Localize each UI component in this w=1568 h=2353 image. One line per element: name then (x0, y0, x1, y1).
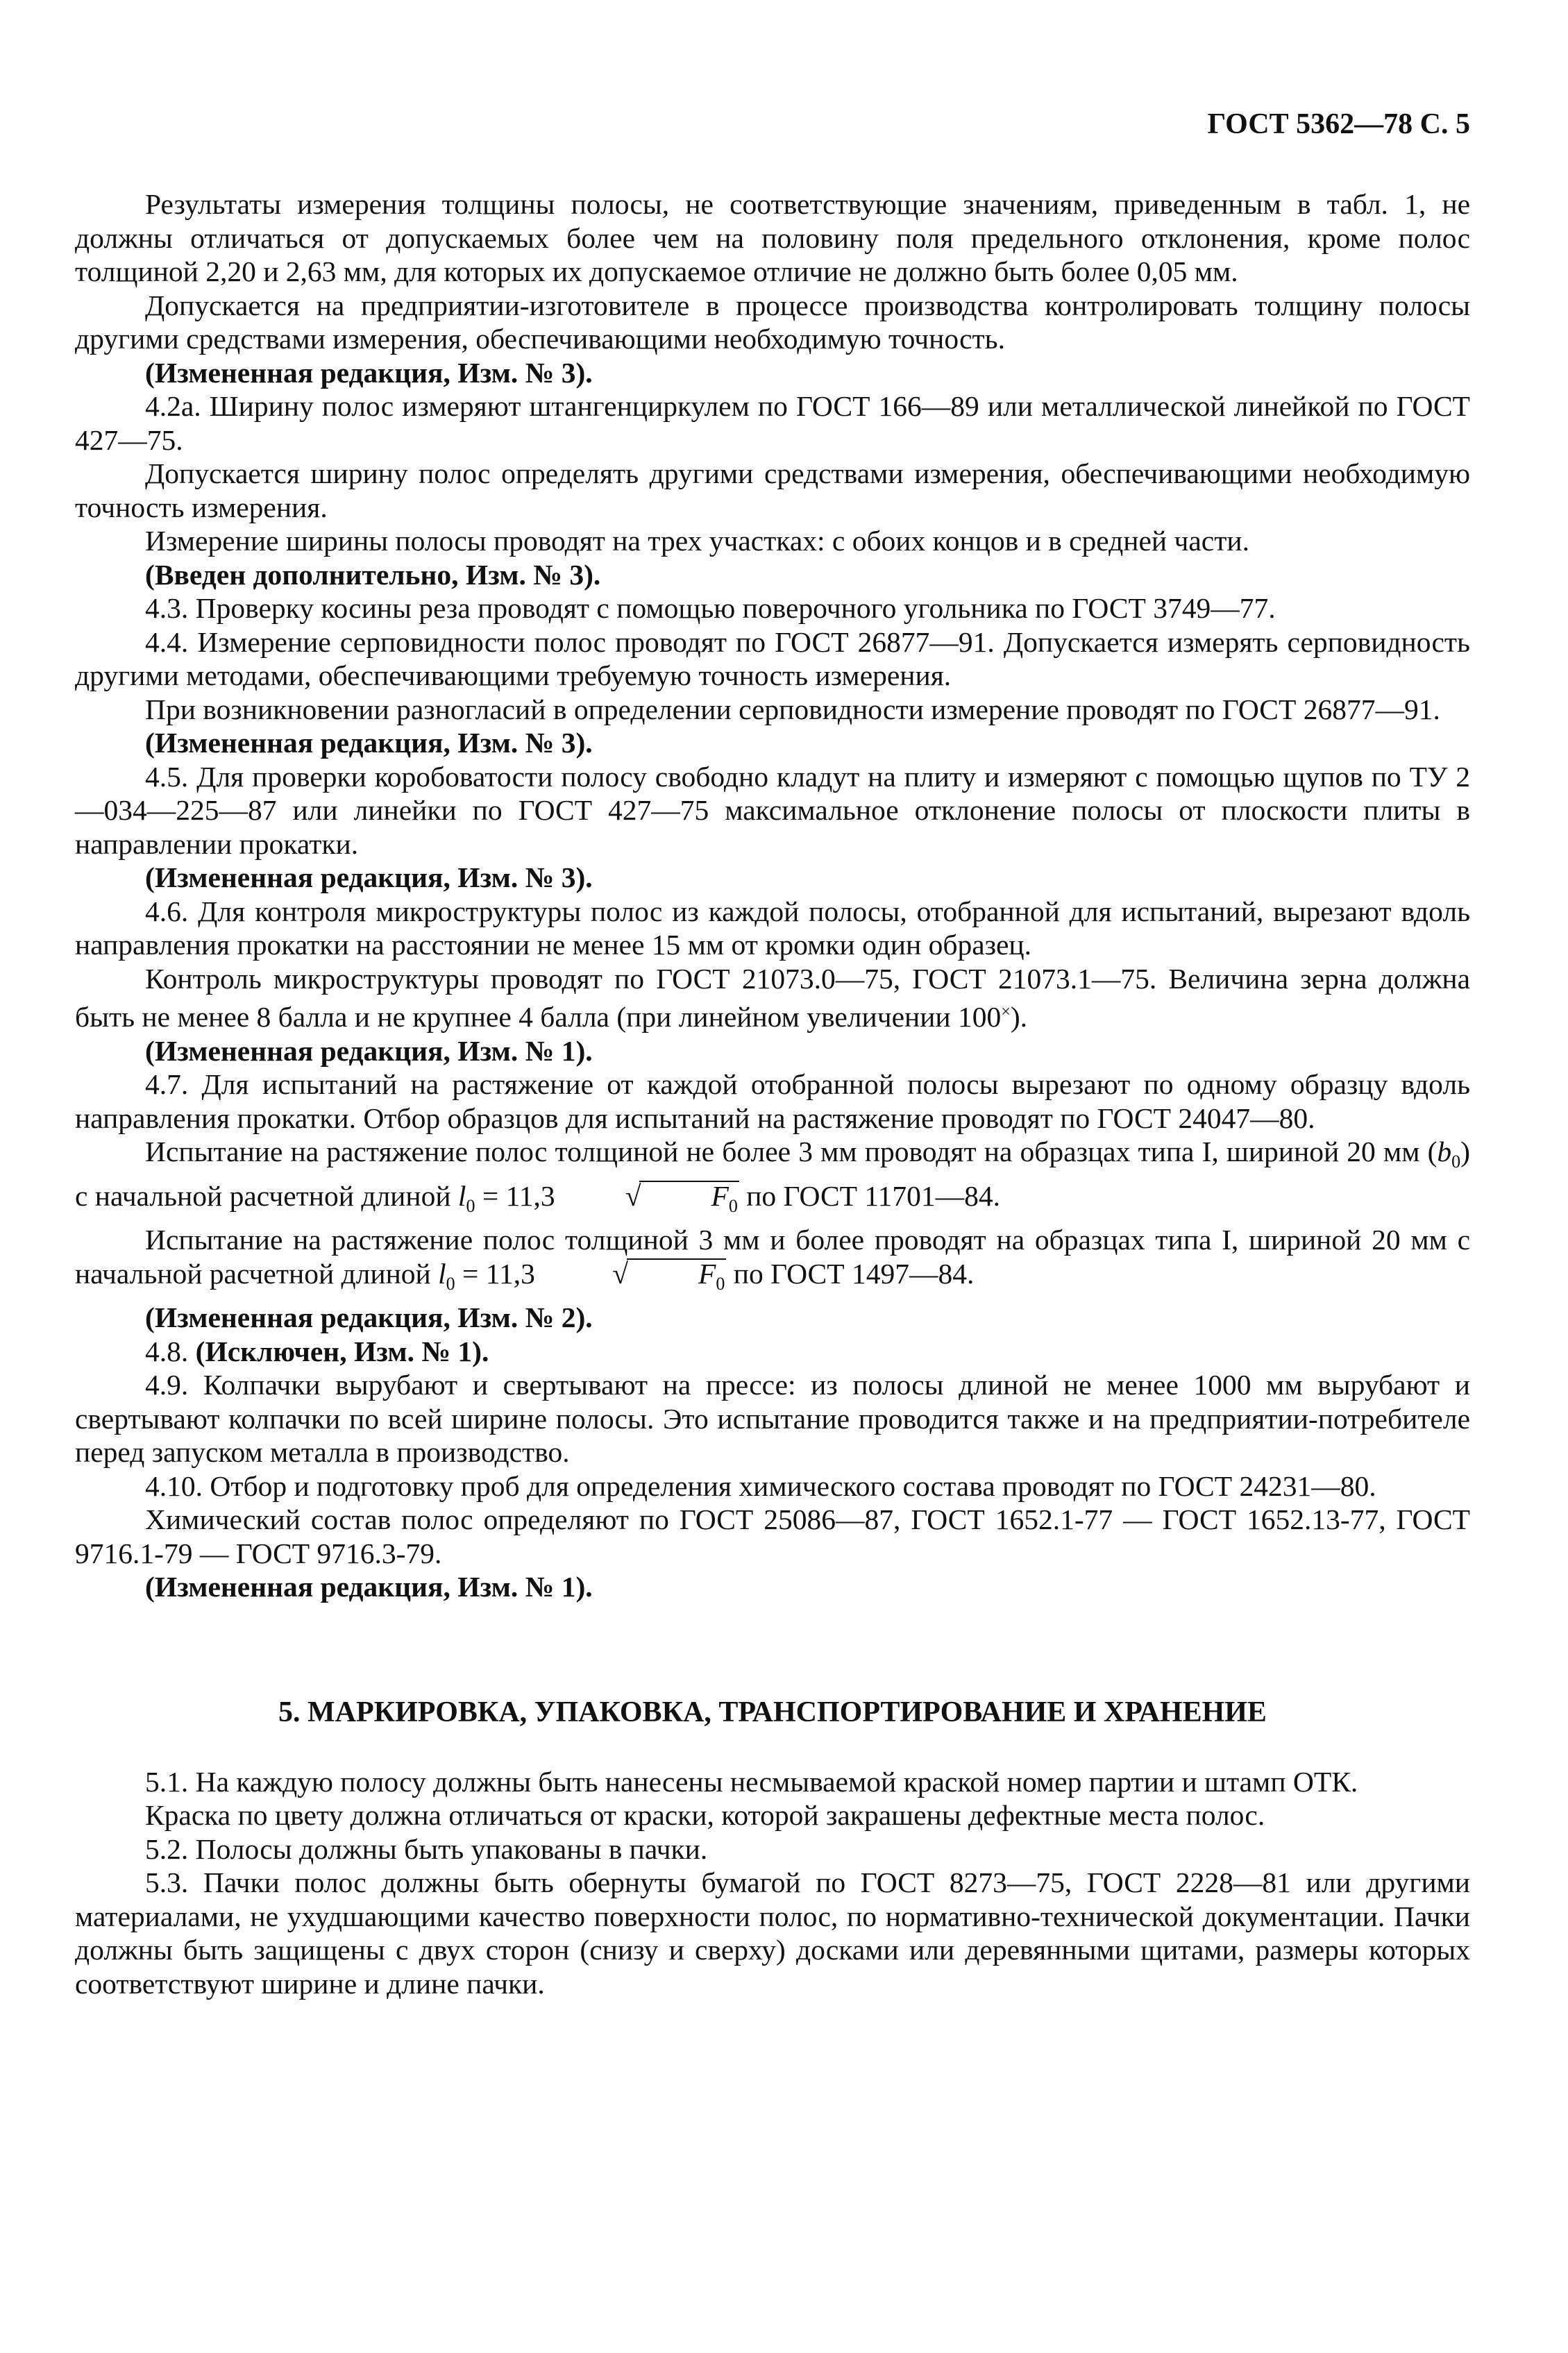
paragraph: При возникновении разногласий в определении серповидности измерение проводят по ГОСТ 26877—91. (145, 693, 1440, 725)
formula-var: b (1437, 1136, 1452, 1167)
clause-4-3: 4.3. Проверку косины реза проводят с помощью поверочного угольника по ГОСТ 3749—77. (145, 592, 1276, 624)
superscript: × (1001, 1003, 1011, 1021)
paragraph-microstructure (75, 962, 1470, 1034)
formula (457, 1179, 739, 1216)
document-body (75, 187, 1470, 2000)
paragraph: Химический состав полос определяют по ГОСТ 25086—87, ГОСТ 1652.1-77 — ГОСТ 1652.13-77, ГОСТ 9716.1-79 — ГОСТ 9716.3-79. (75, 1503, 1470, 1569)
text-segment: Испытание на растяжение полос толщиной 3 мм и более проводят на образцах типа I, шириной 20 мм с начальной расчетной длиной (75, 1224, 1470, 1290)
clause-4-6: 4.6. Для контроля микроструктуры полос из каждой полосы, отобранной для испытаний, вырезают вдоль направления прокатки на расстоянии не менее 15 мм от кромки один образец. (75, 895, 1470, 961)
paragraph-tensile-thin (75, 1135, 1470, 1223)
clause-4-4: 4.4. Измерение серповидности полос проводят по ГОСТ 26877—91. Допускается измерять серповидность другими методами, обеспечивающими требуемую точность измерения. (75, 625, 1470, 691)
revision-note: (Измененная редакция, Изм. № 2). (145, 1301, 593, 1333)
clause-4-10: 4.10. Отбор и подготовку проб для определения химического состава проводят по ГОСТ 24231—80. (145, 1469, 1376, 1502)
formula-subscript: 0 (1451, 1152, 1461, 1172)
text-segment: Испытание на растяжение полос толщиной не более 3 мм проводят на образцах типа I, шириной 20 мм ( (145, 1136, 1438, 1167)
clause-number: 4.8. (145, 1335, 196, 1367)
clause-5-1: 5.1. На каждую полосу должны быть нанесены несмываемой краской номер партии и штамп ОТК. (145, 1765, 1358, 1798)
paragraph: Краска по цвету должна отличаться от краски, которой закрашены дефектные места полос. (145, 1799, 1265, 1831)
clause-4-2a: 4.2а. Ширину полос измеряют штангенциркулем по ГОСТ 166—89 или металлической линейкой по ГОСТ 427—75. (75, 390, 1470, 456)
formula-subscript: 0 (446, 1273, 455, 1294)
formula-eq: = 11,3 (475, 1179, 555, 1212)
clause-5-2: 5.2. Полосы должны быть упакованы в пачки. (145, 1832, 708, 1865)
sqrt-icon: √ $F_0$ (612, 1257, 725, 1294)
formula-var: l (457, 1179, 466, 1212)
formula-subscript: 0 (466, 1195, 475, 1216)
revision-note: (Измененная редакция, Изм. № 3). (145, 356, 593, 389)
clause-4-8 (75, 1335, 1470, 1369)
page-header: ГОСТ 5362—78 С. 5 (1207, 108, 1470, 140)
revision-note: (Исключен, Изм. № 1). (195, 1335, 489, 1367)
clause-4-7: 4.7. Для испытаний на растяжение от каждой отобранной полосы вырезают по одному образцу вдоль направления прокатки. Отбор образцов для испытаний на растяжение проводят по ГОСТ 24047—80. (75, 1068, 1470, 1134)
paragraph: Допускается на предприятии-изготовителе в процессе производства контролировать толщину полосы другими средствами измерения, обеспечивающими необходимую точность. (75, 289, 1470, 355)
revision-note: (Введен дополнительно, Изм. № 3). (145, 558, 601, 591)
formula-eq: = 11,3 (455, 1257, 543, 1290)
formula-var: F (711, 1179, 729, 1212)
formula-subscript: 0 (716, 1273, 725, 1294)
revision-note: (Измененная редакция, Изм. № 1). (145, 1034, 593, 1067)
clause-5-3: 5.3. Пачки полос должны быть обернуты бумагой по ГОСТ 8273—75, ГОСТ 2228—81 или другими материалами, не ухудшающими качество поверхности полос, по нормативно-технической документации. Пачки должны быть защищены с двух сторон (снизу и сверху) досками или деревянными щитами, размеры которых соответствуют ширине и длине пачки. (75, 1866, 1470, 2000)
sqrt-icon: √ $F_0$ (625, 1179, 738, 1216)
clause-4-9: 4.9. Колпачки вырубают и свертывают на прессе: из полосы длиной не менее 1000 мм вырубают и свертывают колпачки по всей ширине полосы. Это испытание проводится также и на предприятии-потребителе перед запуском металла в производство. (75, 1369, 1470, 1468)
revision-note: (Измененная редакция, Изм. № 1). (145, 1571, 593, 1603)
clause-4-5: 4.5. Для проверки коробоватости полосу свободно кладут на плиту и измеряют с помощью щупов по ТУ 2—034—225—87 или линейки по ГОСТ 427—75 максимальное отклонение полосы от плоскости плиты в направлении прокатки. (75, 760, 1470, 860)
formula (438, 1257, 726, 1294)
paragraph: Допускается ширину полос определять другими средствами измерения, обеспечивающими необходимую точность измерения. (75, 457, 1470, 523)
paragraph: Измерение ширины полосы проводят на трех участках: с обоих концов и в средней части. (145, 525, 1249, 557)
revision-note: (Измененная редакция, Изм. № 3). (145, 861, 593, 893)
text-segment: Контроль микроструктуры проводят по ГОСТ 21073.0—75, ГОСТ 21073.1—75. Величина зерна должна быть не менее 8 балла и не крупнее 4 балла (при линейном увеличении 100 (75, 962, 1470, 1033)
formula-var: F (698, 1257, 716, 1290)
paragraph-tensile-thick (75, 1223, 1470, 1301)
text-segment: по ГОСТ 1497—84. (726, 1257, 975, 1290)
formula-var: l (438, 1257, 446, 1290)
text-segment: по ГОСТ 11701—84. (739, 1179, 1000, 1212)
text-segment: ). (1010, 1001, 1028, 1033)
revision-note: (Измененная редакция, Изм. № 3). (145, 727, 593, 759)
formula-subscript: 0 (728, 1195, 738, 1216)
text-segment: ) с начальной расчетной длиной (75, 1136, 1470, 1212)
paragraph: Результаты измерения толщины полосы, не соответствующие значениям, приведенным в табл. 1, не должны отличаться от допускаемых более чем на половину поля предельного отклонения, кроме полос толщиной 2,20 и 2,63 мм, для которых их допускаемое отличие не должно быть более 0,05 мм. (75, 188, 1470, 287)
section-heading: 5. МАРКИРОВКА, УПАКОВКА, ТРАНСПОРТИРОВАНИЕ И ХРАНЕНИЕ (278, 1696, 1267, 1728)
